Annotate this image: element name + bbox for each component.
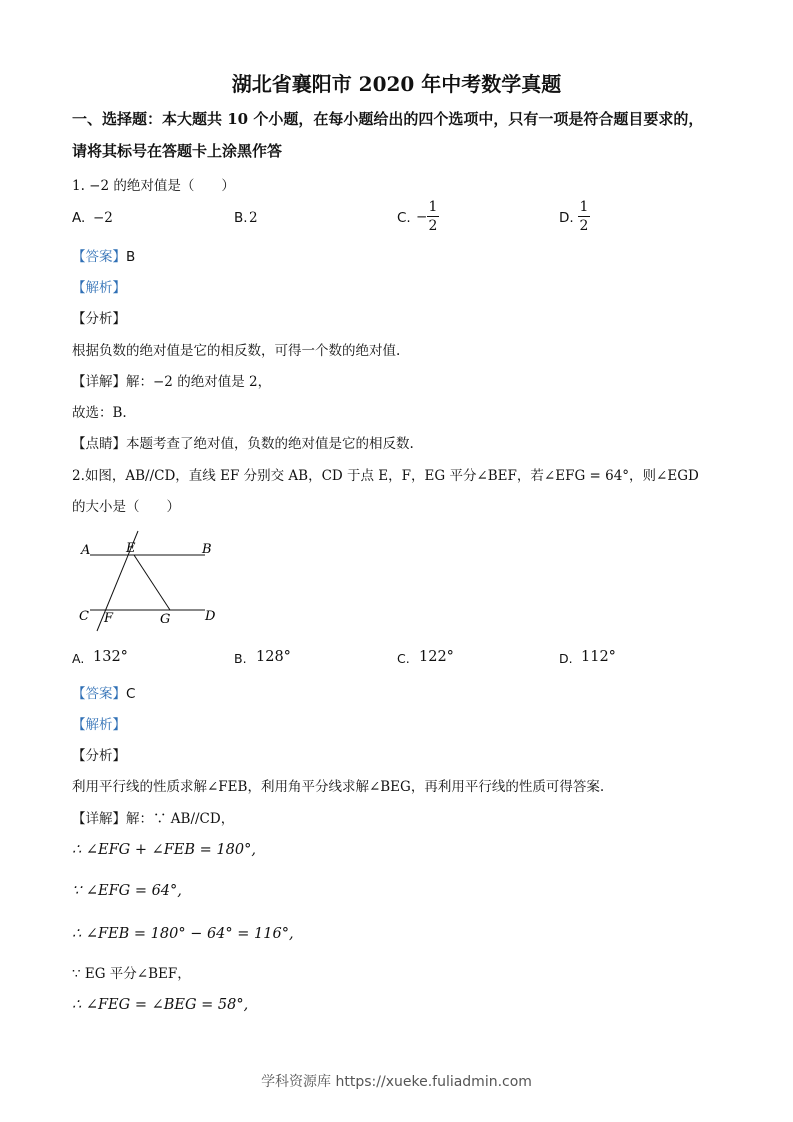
q2-option-c-value: 122° (419, 649, 454, 665)
q1-comment: 【点睛】本题考查了绝对值，负数的绝对值是它的相反数. (72, 436, 414, 452)
q1-fenxi-tag: 【分析】 (72, 311, 126, 327)
q1-option-c-fraction (427, 199, 439, 234)
q2-stem-line1: 2.如图，AB//CD，直线 EF 分别交 AB，CD 于点 E，F，EG 平分∠BEF，若∠EFG = 64°，则∠EGD (72, 468, 699, 484)
q1-option-d-numerator: 1 (579, 199, 589, 215)
q2-fenxi-tag: 【分析】 (72, 748, 126, 764)
q2-step4: ∵ EG 平分∠BEF， (72, 966, 191, 982)
label-e: E (126, 541, 136, 556)
q2-option-a-label: A. (72, 651, 85, 666)
label-d: D (205, 609, 216, 624)
q2-step3: ∴ ∠FEB = 180° − 64° = 116°, (72, 926, 294, 942)
label-g: G (160, 612, 171, 627)
q1-stem: 1. −2 的绝对值是（ ） (72, 178, 235, 194)
q2-step2: ∵ ∠EFG = 64°, (72, 883, 182, 899)
q1-option-a-value: −2 (93, 210, 113, 226)
label-a: A (81, 543, 91, 558)
q2-option-b-label: B. (234, 651, 247, 666)
q1-option-b-value: 2 (249, 210, 258, 226)
q1-option-d-denominator: 2 (579, 218, 589, 234)
q1-analysis-tag: 【解析】 (72, 280, 126, 296)
q2-figure (72, 525, 232, 635)
q1-option-c-numerator: 1 (428, 199, 438, 215)
q1-option-c-sign: − (416, 209, 428, 225)
label-f: F (104, 611, 114, 626)
q2-answer-tag: 【答案】 (72, 686, 126, 702)
label-c: C (79, 609, 89, 624)
section-heading-line1: 一、选择题：本大题共 10 个小题，在每小题给出的四个选项中，只有一项是符合题目要求的， (72, 110, 704, 128)
q1-answer (72, 245, 135, 265)
q2-answer-value: C (126, 686, 136, 702)
q1-option-d-fraction (578, 199, 590, 234)
q2-step5: ∴ ∠FEG = ∠BEG = 58°, (72, 997, 249, 1013)
q2-fenxi-text: 利用平行线的性质求解∠FEB，利用角平分线求解∠BEG，再利用平行线的性质可得答案. (72, 779, 605, 795)
q2-option-d-label: D. (559, 651, 573, 666)
q1-answer-tag: 【答案】 (72, 249, 126, 265)
q2-stem-line2: 的大小是（ ） (72, 499, 180, 515)
q2-option-b-value: 128° (256, 649, 291, 665)
q2-answer (72, 682, 135, 702)
line-eg (134, 555, 170, 610)
q1-option-b-label: B. (234, 210, 248, 226)
q1-option-c-denominator: 2 (428, 218, 438, 234)
q2-option-c-label: C. (397, 651, 410, 666)
label-b: B (202, 542, 212, 557)
q1-option-c-label: C. (397, 210, 411, 226)
q2-detail: 【详解】解：∵ AB//CD， (72, 811, 235, 827)
section-heading-line2: 请将其标号在答题卡上涂黑作答 (72, 142, 283, 160)
q2-option-d-value: 112° (581, 649, 616, 665)
q2-analysis-tag: 【解析】 (72, 717, 126, 733)
footer-watermark: 学科资源库 https://xueke.fuliadmin.com (261, 1074, 532, 1090)
q1-answer-value: B (126, 249, 136, 265)
q1-choose: 故选：B. (72, 405, 127, 421)
page-title: 湖北省襄阳市 2020 年中考数学真题 (231, 72, 562, 96)
q1-detail: 【详解】解：−2 的绝对值是 2， (72, 374, 272, 390)
q2-step1: ∴ ∠EFG + ∠FEB = 180°, (72, 842, 256, 858)
q1-fenxi-text: 根据负数的绝对值是它的相反数，可得一个数的绝对值. (72, 343, 401, 359)
q2-option-a-value: 132° (93, 649, 128, 665)
q1-option-a-label: A. (72, 210, 86, 226)
q1-option-d-label: D. (559, 210, 574, 226)
